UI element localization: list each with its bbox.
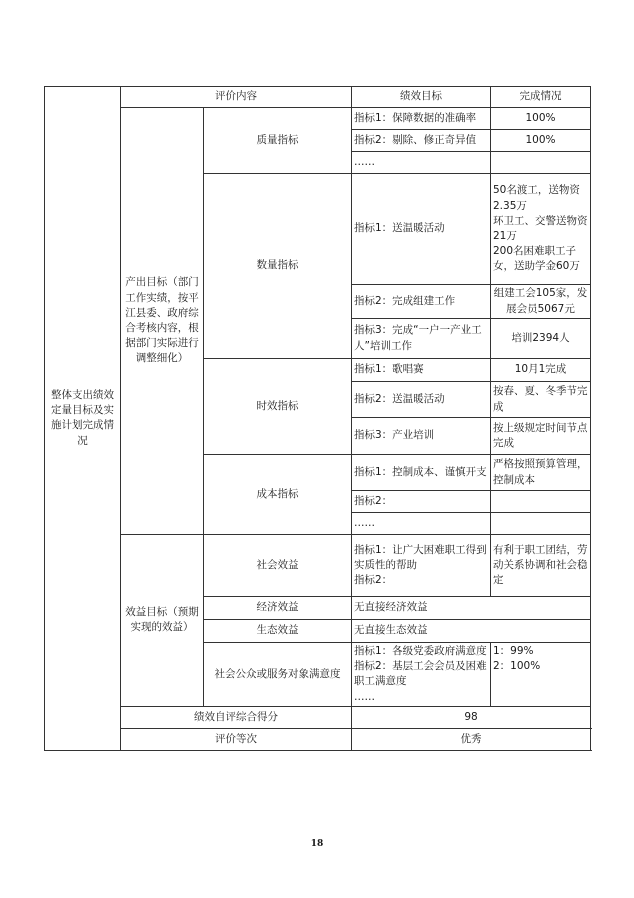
header-completion: 完成情况 xyxy=(491,87,591,108)
cost-indicator-1: 指标1：控制成本、谨慎开支 xyxy=(352,455,491,491)
header-eval-content: 评价内容 xyxy=(121,87,352,108)
quality-value-1: 100% xyxy=(491,108,591,130)
left-summary-label: 整体支出绩效定量目标及实施计划完成情况 xyxy=(45,87,121,751)
timeliness-indicator-label: 时效指标 xyxy=(204,359,352,455)
timeliness-value-2: 按春、夏、冬季节完成 xyxy=(491,382,591,418)
page-number: 18 xyxy=(310,839,324,849)
satisfaction-value: 1：99% 2：100% xyxy=(491,643,591,707)
economic-benefit-label: 经济效益 xyxy=(204,597,352,620)
quantity-value-1: 50名渡工，送物资2.35万 环卫工、交警送物资21万 200名困难职工子女，送助学金60万 xyxy=(491,174,591,285)
cost-indicator-3: …… xyxy=(352,513,491,535)
timeliness-indicator-3: 指标3：产业培训 xyxy=(352,418,491,455)
cost-indicator-2: 指标2： xyxy=(352,491,491,513)
satisfaction-label: 社会公众或服务对象满意度 xyxy=(204,643,352,707)
quantity-indicator-1: 指标1：送温暖活动 xyxy=(352,174,491,285)
quantity-indicator-3: 指标3：完成“一户一产业工人”培训工作 xyxy=(352,319,491,359)
grade-value: 优秀 xyxy=(352,728,591,750)
quantity-indicator-label: 数量指标 xyxy=(204,174,352,359)
quality-indicator-label: 质量指标 xyxy=(204,108,352,174)
timeliness-value-1: 10月1完成 xyxy=(491,359,591,382)
timeliness-value-3: 按上级规定时间节点完成 xyxy=(491,418,591,455)
cost-value-1: 严格按照预算管理，控制成本 xyxy=(491,455,591,491)
social-benefit-value: 有利于职工团结，劳动关系协调和社会稳定 xyxy=(491,535,591,597)
performance-table xyxy=(44,86,591,751)
quality-indicator-3: …… xyxy=(352,152,491,174)
timeliness-indicator-1: 指标1：歌唱赛 xyxy=(352,359,491,382)
ecological-benefit-label: 生态效益 xyxy=(204,620,352,643)
quality-indicator-2: 指标2：剔除、修正奇异值 xyxy=(352,130,491,152)
cost-value-3 xyxy=(491,513,591,535)
ecological-benefit-text: 无直接生态效益 xyxy=(352,620,591,643)
score-label: 绩效自评综合得分 xyxy=(121,706,352,728)
satisfaction-indicator: 指标1：各级党委政府满意度 指标2：基层工会会员及困难职工满意度 …… xyxy=(352,643,491,707)
social-benefit-indicator: 指标1：让广大困难职工得到实质性的帮助 指标2： xyxy=(352,535,491,597)
cost-indicator-label: 成本指标 xyxy=(204,455,352,535)
benefit-target-label: 效益目标（预期实现的效益） xyxy=(121,535,204,707)
output-target-label: 产出目标（部门工作实绩，按平江县委、政府综合考核内容，根据部门实际进行调整细化） xyxy=(121,108,204,535)
cost-value-2 xyxy=(491,491,591,513)
quantity-value-2: 组建工会105家，发展会员5067元 xyxy=(491,285,591,319)
quality-value-2: 100% xyxy=(491,130,591,152)
quality-value-3 xyxy=(491,152,591,174)
social-benefit-label: 社会效益 xyxy=(204,535,352,597)
timeliness-indicator-2: 指标2：送温暖活动 xyxy=(352,382,491,418)
economic-benefit-text: 无直接经济效益 xyxy=(352,597,591,620)
header-target: 绩效目标 xyxy=(352,87,491,108)
quantity-value-3: 培训2394人 xyxy=(491,319,591,359)
quality-indicator-1: 指标1：保障数据的准确率 xyxy=(352,108,491,130)
grade-label: 评价等次 xyxy=(121,728,352,750)
quantity-indicator-2: 指标2：完成组建工作 xyxy=(352,285,491,319)
score-value: 98 xyxy=(352,706,591,728)
